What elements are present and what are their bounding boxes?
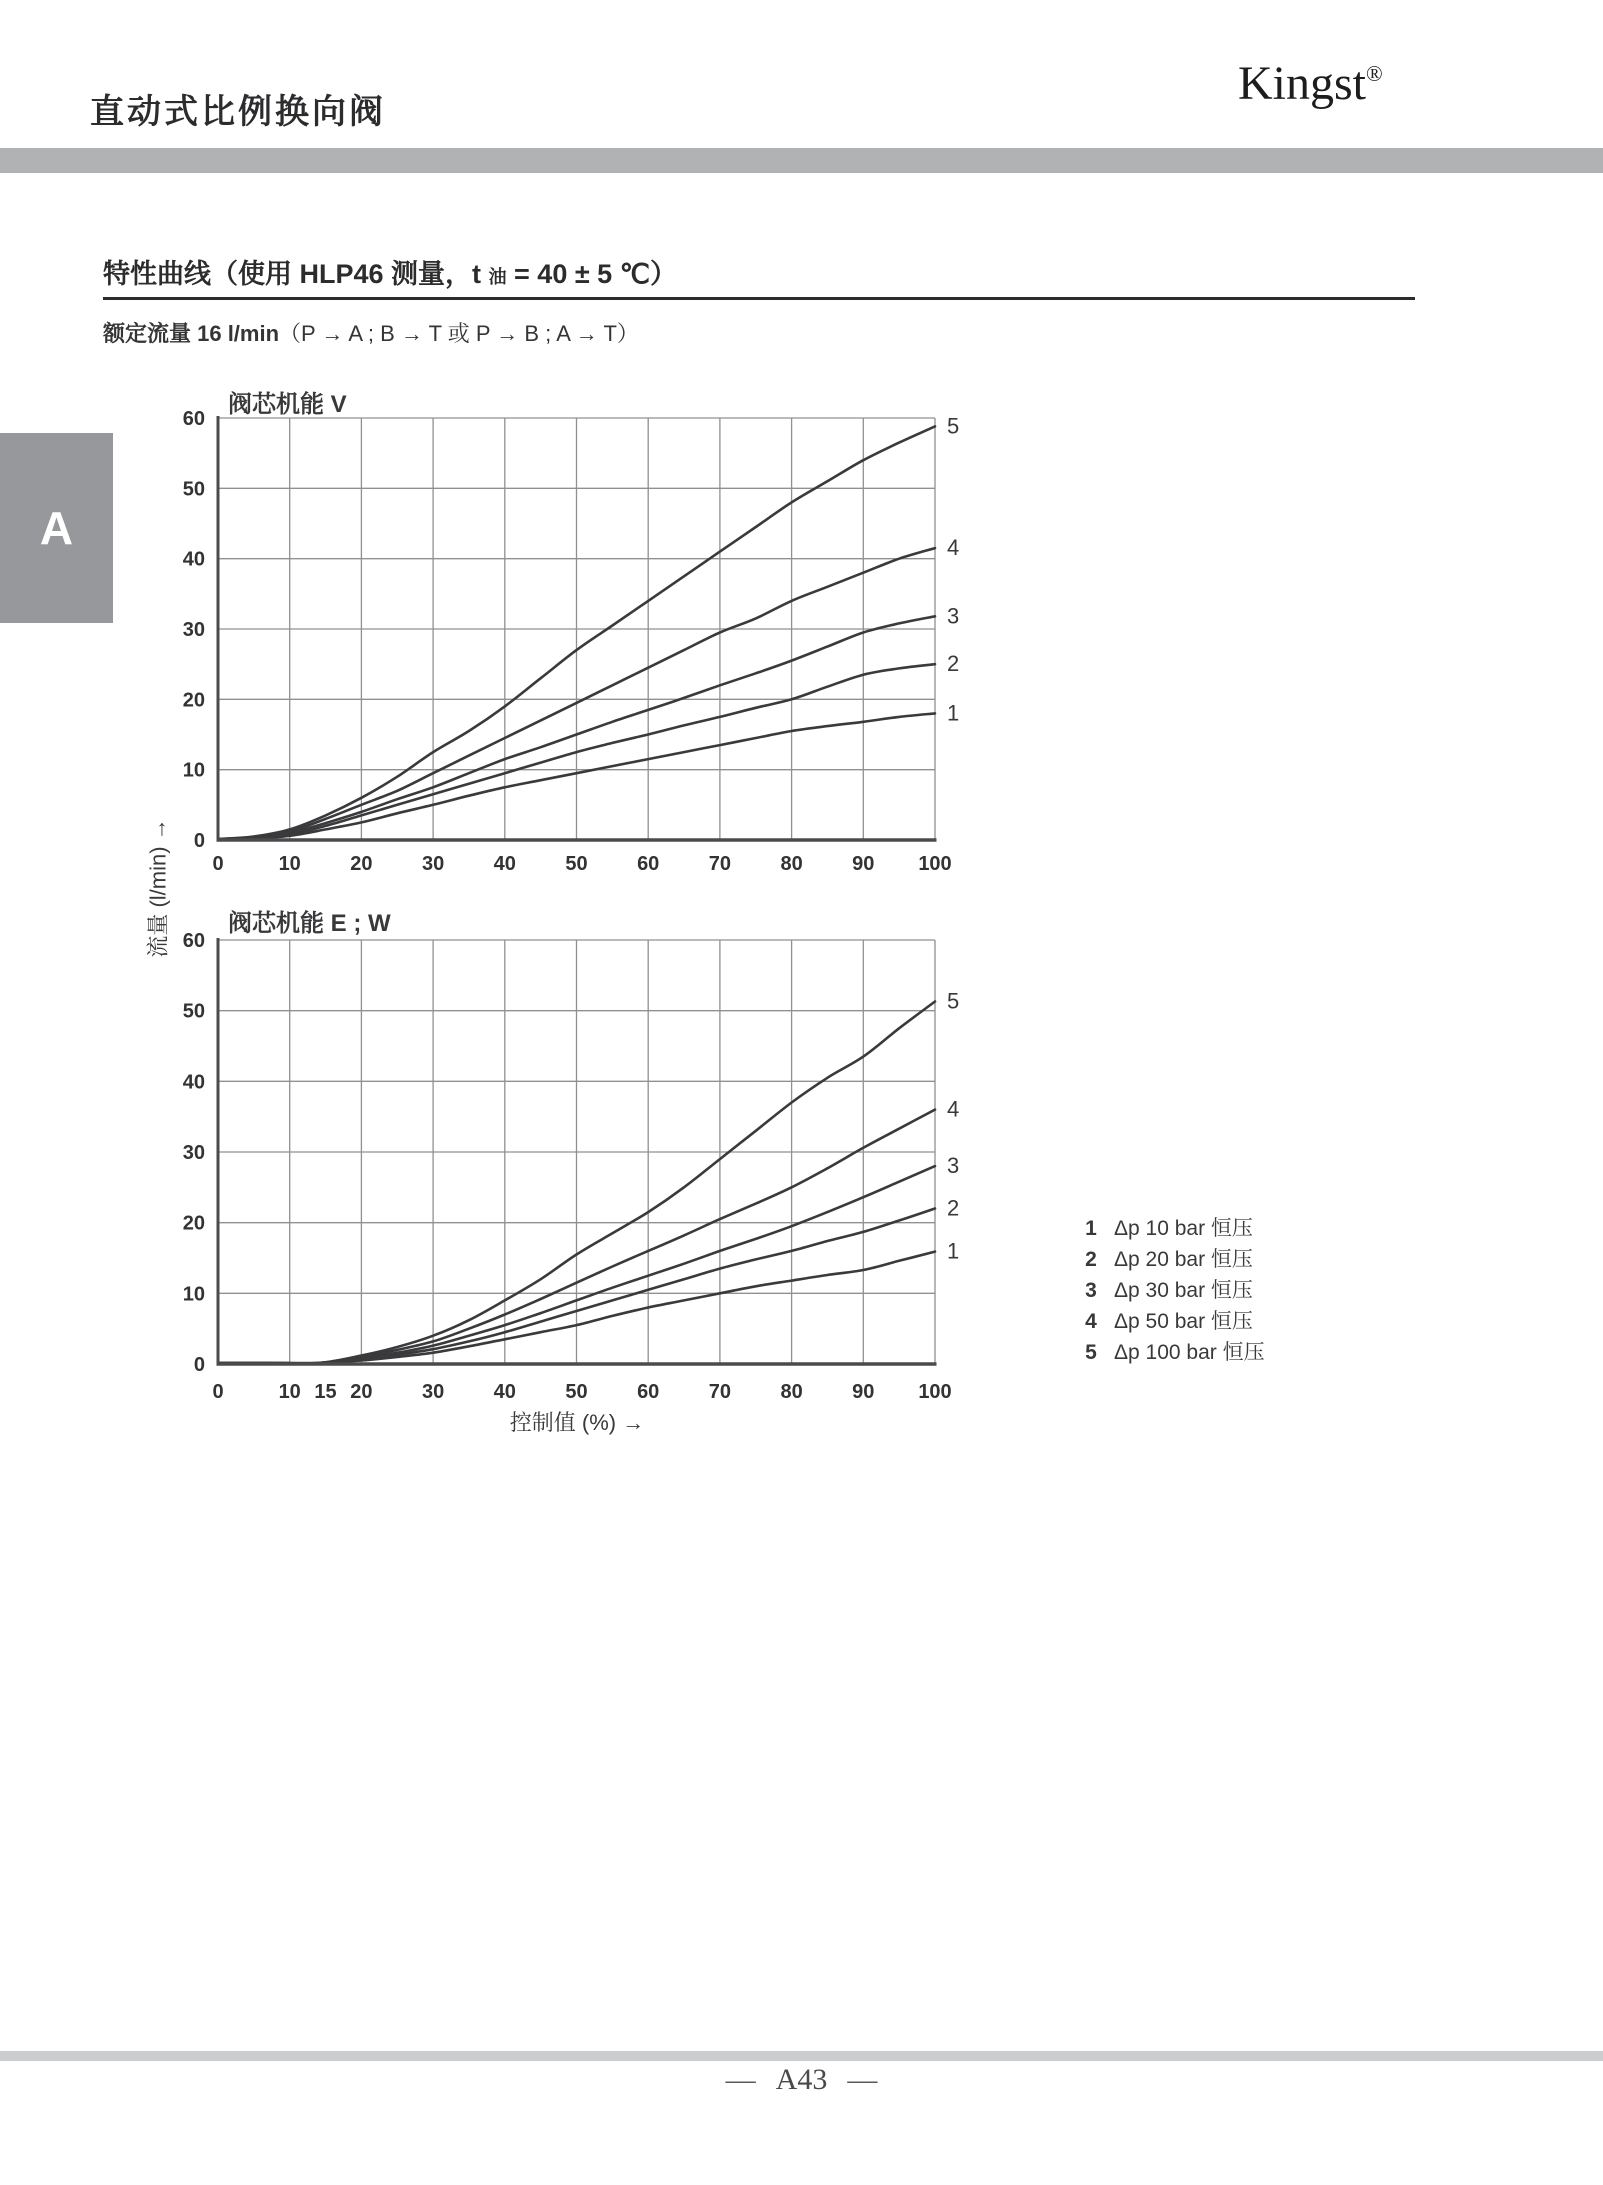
- rated-flow-value: 额定流量 16 l/min: [103, 321, 280, 346]
- brand-logo-text: Kingst: [1238, 57, 1367, 110]
- y-tick-20: 20: [182, 1212, 205, 1235]
- y-tick-30: 30: [182, 619, 205, 641]
- spool-ew-chart-svg: [130, 922, 1010, 1422]
- x-tick-20: 20: [350, 853, 373, 875]
- spool-ew-chart: [130, 922, 1010, 1422]
- y-tick-60: 60: [182, 408, 205, 430]
- x-tick-15: 15: [314, 1381, 337, 1403]
- legend-item-num: 1: [1085, 1217, 1097, 1240]
- spool-v-chart: [130, 400, 1010, 880]
- curve-legend: [1082, 1212, 1265, 1367]
- x-tick-50: 50: [565, 853, 588, 875]
- section-title-underline: [103, 297, 1415, 300]
- x-tick-50: 50: [565, 1381, 588, 1403]
- legend-item-4: [1082, 1305, 1265, 1336]
- chart1-title: 阀芯机能 V: [228, 391, 347, 418]
- x-tick-10: 10: [278, 853, 301, 875]
- curve-label-3: 3: [947, 1153, 960, 1179]
- curve-label-3: 3: [947, 603, 960, 629]
- x-tick-40: 40: [493, 853, 516, 875]
- curve-label-1: 1: [947, 1238, 960, 1264]
- section-title-condition-end: = 40 ± 5 ℃）: [506, 259, 677, 289]
- section-title-bold: 特性曲线: [103, 259, 211, 289]
- x-tick-10: 10: [278, 1381, 301, 1403]
- section-title-condition: （使用 HLP46 测量，t: [211, 259, 489, 289]
- curve-label-2: 2: [947, 1195, 960, 1221]
- curve-label-5: 5: [947, 413, 960, 439]
- page-number: A43: [775, 2063, 828, 2096]
- y-tick-40: 40: [182, 548, 205, 571]
- x-tick-0: 0: [212, 1381, 224, 1403]
- legend-item-3: [1082, 1274, 1265, 1305]
- x-tick-0: 0: [212, 853, 224, 875]
- legend-item-label: Δp 10 bar 恒压: [1114, 1217, 1253, 1240]
- x-tick-100: 100: [918, 853, 952, 875]
- y-tick-0: 0: [193, 830, 205, 852]
- x-tick-20: 20: [350, 1381, 373, 1403]
- y-tick-50: 50: [182, 1000, 205, 1023]
- legend-item-label: Δp 20 bar 恒压: [1114, 1248, 1253, 1271]
- y-tick-10: 10: [182, 1283, 205, 1306]
- y-tick-40: 40: [182, 1071, 205, 1094]
- y-tick-50: 50: [182, 478, 205, 501]
- page-title: 直动式比例换向阀: [90, 93, 386, 131]
- chart2-title: 阀芯机能 E ; W: [228, 910, 391, 937]
- x-tick-80: 80: [780, 1381, 803, 1403]
- legend-item-5: [1082, 1336, 1265, 1367]
- header-divider-bar: [0, 148, 1603, 173]
- curve-label-4: 4: [947, 535, 960, 561]
- x-tick-40: 40: [493, 1381, 516, 1403]
- y-tick-10: 10: [182, 759, 205, 782]
- legend-item-num: 4: [1085, 1310, 1097, 1333]
- y-tick-0: 0: [193, 1354, 205, 1376]
- x-tick-60: 60: [637, 1381, 660, 1403]
- x-tick-90: 90: [852, 1381, 875, 1403]
- curve-label-2: 2: [947, 651, 960, 677]
- x-tick-70: 70: [708, 853, 732, 875]
- x-tick-60: 60: [637, 853, 660, 875]
- footer: [0, 2063, 1603, 2097]
- curve-label-1: 1: [947, 700, 960, 726]
- x-tick-90: 90: [852, 853, 875, 875]
- brand-logo: [1238, 56, 1383, 111]
- y-tick-30: 30: [182, 1142, 205, 1164]
- legend-item-num: 2: [1085, 1248, 1097, 1271]
- legend-item-label: Δp 50 bar 恒压: [1114, 1310, 1253, 1333]
- side-tab-a: [0, 433, 113, 623]
- spool-v-chart-svg: [130, 400, 1010, 880]
- y-tick-20: 20: [182, 689, 205, 712]
- legend-item-num: 5: [1085, 1341, 1097, 1364]
- curve-label-5: 5: [947, 988, 960, 1014]
- x-axis-label: 控制值 (%) →: [509, 1410, 645, 1435]
- rated-flow-note: [103, 317, 639, 348]
- x-tick-30: 30: [421, 853, 445, 875]
- section-title: [103, 252, 677, 291]
- registered-mark: ®: [1366, 61, 1383, 86]
- y-axis-label: 流量 (l/min) →: [145, 818, 171, 958]
- legend-item-1: [1082, 1212, 1265, 1243]
- x-tick-80: 80: [780, 853, 803, 875]
- section-title-oil-subscript: 油: [488, 267, 507, 287]
- curve-label-4: 4: [947, 1096, 960, 1122]
- x-tick-30: 30: [421, 1381, 445, 1403]
- legend-item-label: Δp 100 bar 恒压: [1114, 1341, 1265, 1364]
- side-tab-a-label: A: [39, 502, 74, 554]
- legend-item-num: 3: [1085, 1279, 1097, 1302]
- x-tick-70: 70: [708, 1381, 732, 1403]
- rated-flow-paths: （P → A ; B → T 或 P → B ; A → T）: [279, 321, 639, 346]
- legend-item-2: [1082, 1243, 1265, 1274]
- footer-dash-left: —: [725, 2063, 756, 2096]
- footer-divider-bar: [0, 2051, 1603, 2061]
- footer-dash-right: —: [847, 2063, 878, 2096]
- legend-item-label: Δp 30 bar 恒压: [1114, 1279, 1253, 1302]
- x-tick-100: 100: [918, 1381, 952, 1403]
- y-tick-60: 60: [182, 930, 205, 952]
